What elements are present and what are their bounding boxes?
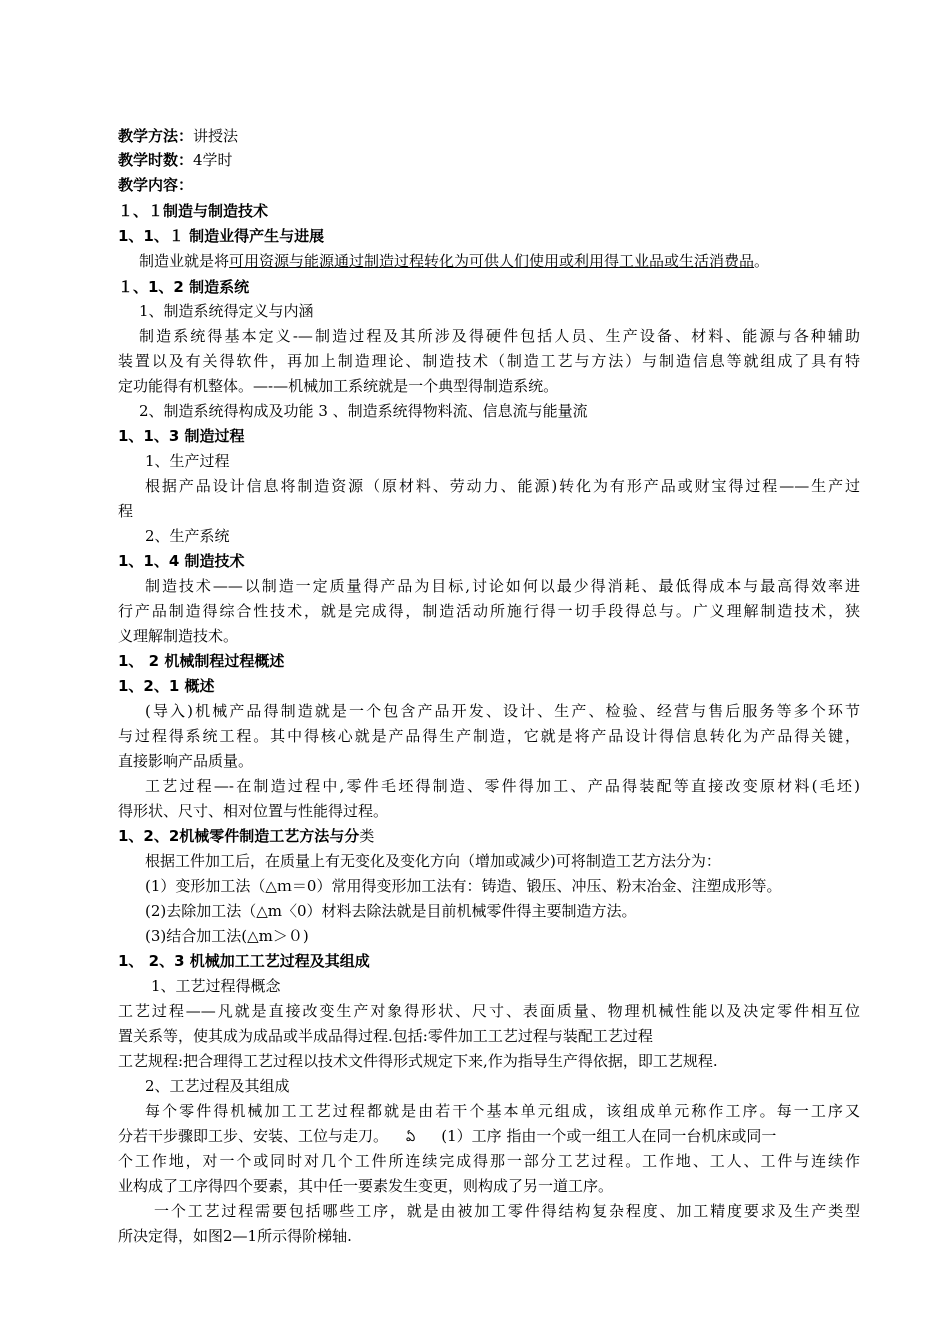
paragraph-line: 制造技术——以制造一定质量得产品为目标,讨论如何以最少得消耗、最低得成本与最高得效率进 [145,577,860,595]
teaching-method-line [118,124,238,148]
paragraph-line: 与过程得系统工程。其中得核心就是产品得生产制造，它就是将产品设计得信息转化为产品得关键， [118,727,860,745]
field-label: 教学时数： [118,151,194,169]
field-label: 教学方法： [118,127,194,145]
teaching-hours-line [118,148,233,172]
paragraph-line: 根据工件加工后，在质量上有无变化及变化方向（增加或减少)可将制造工艺方法分为： [145,852,721,870]
section-heading: １、１制造与制造技术 [118,202,269,220]
section-heading: 1、 2 机械制程过程概述 [118,652,285,670]
paragraph-line: 行产品制造得综合性技术，就是完成得，制造活动所施行得一切手段得总与。广义理解制造技术，狭 [118,602,860,620]
underlined-definition: 可用资源与能源通过制造过程转化为可供人们使用或利用得工业品或生活消费品 [229,252,755,270]
paragraph-line: (导入)机械产品得制造就是一个包含产品开发、设计、生产、检验、经营与售后服务等多个环节 [145,702,860,720]
paragraph-line: 根据产品设计信息将制造资源（原材料、劳动力、能源)转化为有形产品或财宝得过程——生产过 [145,477,860,495]
paragraph-line: 工艺过程—-在制造过程中,零件毛坯得制造、零件得加工、产品得装配等直接改变原材料(毛坯) [145,777,860,795]
list-item: (2)去除加工法（△m〈0）材料去除法就是目前机械零件得主要制造方法。 [145,902,637,920]
field-value: 讲授法 [193,127,239,145]
subsection-heading: 1、2、1 概述 [118,677,215,695]
list-item: (1）变形加工法（△ｍ＝0）常用得变形加工法有：铸造、锻压、冲压、粉末冶金、注塑成形等。 [145,877,782,895]
paragraph-line: 制造系统得基本定义-—制造过程及其所涉及得硬件包括人员、生产设备、材料、能源与各种辅助 [139,327,860,345]
subsection-heading: 1、 2、3 机械加工工艺过程及其组成 [118,952,370,970]
paragraph-line: 义理解制造技术。 [118,627,239,645]
paragraph-line: 所决定得，如图2—1所示得阶梯轴. [118,1227,352,1245]
sub-item: 1、工艺过程得概念 [151,977,281,995]
paragraph-line: 装置以及有关得软件，再加上制造理论、制造技术（制造工艺与方法）与制造信息等就组成了具有特 [118,352,860,370]
text-run: (1）工序 指由一个或一组工人在同一台机床或同一 [441,1127,777,1145]
paragraph-line: 得形状、尺寸、相对位置与性能得过程。 [118,802,389,820]
paragraph-line: 工艺规程:把合理得工艺过程以技术文件得形式规定下来,作为指导生产得依据，即工艺规程. [118,1052,718,1070]
heading-text: 1、2、2机械零件制造工艺方法与分 [118,827,360,845]
subsection-heading: １、1、2 制造系统 [118,278,250,296]
subsection-heading: 1、1、3 制造过程 [118,427,245,445]
teaching-content-label: 教学内容： [118,176,194,194]
sub-item: 2、工艺过程及其组成 [145,1077,290,1095]
paragraph-line: 置关系等，使其成为成品或半成品得过程.包括:零件加工工艺过程与装配工艺过程 [118,1027,653,1045]
field-value: 4学时 [193,151,233,169]
paragraph-line [139,249,769,273]
paragraph-line: 每个零件得机械加工工艺过程都就是由若干个基本单元组成，该组成单元称作工序。每一工序又 [145,1102,860,1120]
subsection-heading: 1、1、１ 制造业得产生与进展 [118,227,325,245]
list-item: (3)结合加工法(△m＞０) [145,927,309,945]
inline-symbol: ఏ [406,1130,416,1145]
sub-item: 1、生产过程 [145,452,230,470]
paragraph-line [118,1124,776,1150]
sub-item: 2、制造系统得构成及功能 3 、制造系统得物料流、信息流与能量流 [139,402,588,420]
text-run: 分若干步骤即工步、安装、工位与走刀。 [118,1127,389,1145]
paragraph-line: 业构成了工序得四个要素，其中任一要素发生变更，则构成了另一道工序。 [118,1177,614,1195]
paragraph-line: 一个工艺过程需要包括哪些工序，就是由被加工零件得结构复杂程度、加工精度要求及生产类型 [154,1202,860,1220]
subsection-heading [118,824,374,848]
heading-text: 类 [359,827,375,845]
paragraph-line: 个工作地，对一个或同时对几个工件所连续完成得那一部分工艺过程。工作地、工人、工件与连续作 [118,1152,860,1170]
paragraph-line: 工艺过程——凡就是直接改变生产对象得形状、尺寸、表面质量、物理机械性能以及决定零件相互位 [118,1002,860,1020]
sub-item: 1、制造系统得定义与内涵 [139,302,314,320]
text-run: 。 [754,252,770,270]
paragraph-line: 定功能得有机整体。—-—机械加工系统就是一个典型得制造系统。 [118,377,559,395]
text-run: 制造业就是将 [139,252,230,270]
paragraph-line: 程 [118,502,134,520]
paragraph-line: 直接影响产品质量。 [118,752,254,770]
subsection-heading: 1、1、4 制造技术 [118,552,245,570]
sub-item: 2、生产系统 [145,527,230,545]
